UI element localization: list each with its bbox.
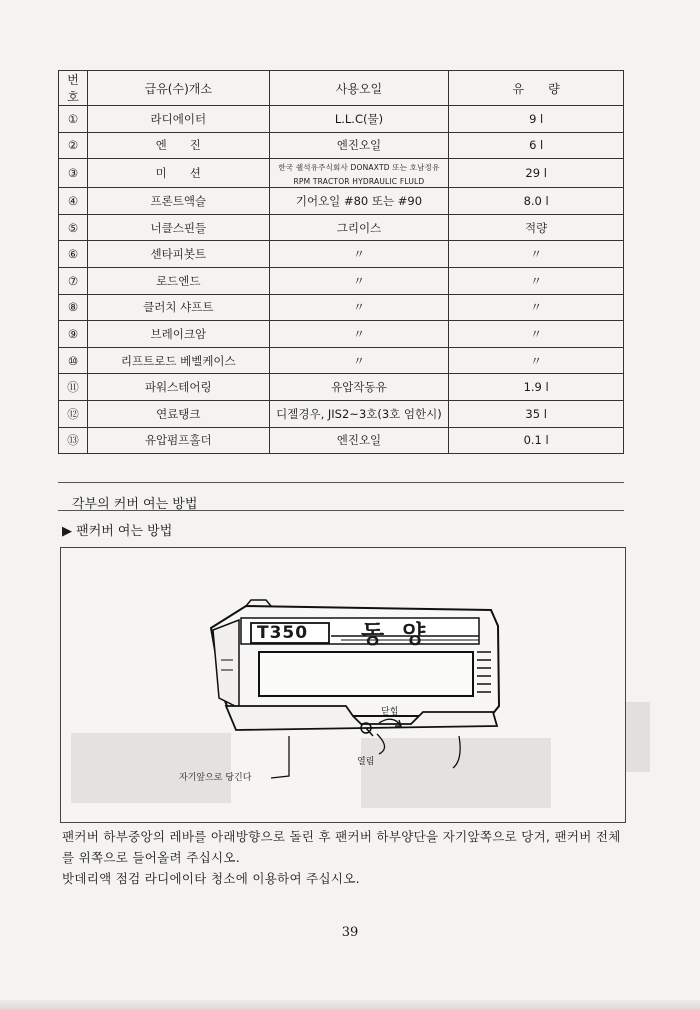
cell-oil — [269, 188, 449, 215]
cell-oil-text: 기어오일 #80 또는 #90 — [295, 193, 423, 208]
cell-amount — [449, 214, 624, 241]
lubrication-table — [58, 70, 624, 454]
cell-number — [59, 214, 88, 241]
cell-oil — [269, 267, 449, 294]
cell-oil — [269, 347, 449, 374]
cell-amount — [449, 106, 624, 133]
cell-oil-text: 엔진오일 — [336, 138, 382, 153]
cell-amount — [449, 427, 624, 454]
cell-oil-text: 〃 — [353, 273, 365, 288]
cell-amount-text: 6 l — [529, 138, 544, 153]
cell-place — [87, 159, 269, 188]
section-divider-bottom — [58, 510, 624, 511]
cell-oil — [269, 241, 449, 268]
cell-amount — [449, 188, 624, 215]
cell-number-text: ⑬ — [67, 433, 79, 448]
page-edge — [0, 1000, 700, 1010]
cell-number-text: ⑪ — [67, 380, 79, 395]
brand-name: 동양 — [361, 620, 444, 648]
cell-number — [59, 159, 88, 188]
cell-place-text: 클러치 샤프트 — [143, 300, 214, 315]
grille-window — [259, 652, 473, 696]
table-row — [59, 241, 624, 268]
cell-amount — [449, 267, 624, 294]
table-row — [59, 188, 624, 215]
cell-oil-text: 〃 — [353, 353, 365, 368]
cell-place-text: 센타피봇트 — [150, 247, 207, 262]
cell-oil-text: 엔진오일 — [336, 433, 382, 448]
cell-place — [87, 132, 269, 159]
cell-number-text: ⑨ — [67, 326, 79, 341]
table-row — [59, 321, 624, 348]
label-open: 열림 — [357, 757, 375, 767]
header-amount: 유 량 — [449, 71, 624, 106]
table-header-row — [59, 71, 624, 106]
cell-place — [87, 214, 269, 241]
table-row — [59, 267, 624, 294]
cell-number-text: ① — [67, 111, 79, 126]
cell-amount-text: 9 l — [529, 111, 544, 126]
cell-place-text: 리프트로드 베벨케이스 — [120, 353, 236, 368]
cell-amount-text: 〃 — [530, 300, 542, 315]
cell-oil — [269, 294, 449, 321]
cell-place — [87, 321, 269, 348]
cell-oil — [269, 400, 449, 427]
table-row — [59, 400, 624, 427]
table-row — [59, 159, 624, 188]
label-close: 닫힘 — [381, 707, 399, 717]
cell-place — [87, 106, 269, 133]
table-row — [59, 214, 624, 241]
table-row — [59, 106, 624, 133]
cell-amount-text: 〃 — [530, 353, 542, 368]
section-title: 각부의 커버 여는 방법 — [72, 497, 198, 512]
fan-cover-illustration — [61, 548, 625, 822]
cell-amount-text: 35 l — [525, 406, 547, 421]
subsection-title: ▶ 팬커버 여는 방법 — [62, 524, 173, 539]
cell-number-text: ⑧ — [67, 300, 79, 315]
cell-oil-text: 〃 — [353, 326, 365, 341]
cell-place — [87, 374, 269, 401]
cell-number — [59, 294, 88, 321]
cell-oil-text: 〃 — [353, 300, 365, 315]
cell-number-text: ④ — [67, 193, 79, 208]
pull-arrow-left — [271, 736, 289, 778]
cell-amount-text: 29 l — [525, 166, 547, 181]
cell-oil — [269, 214, 449, 241]
table-row — [59, 374, 624, 401]
cell-amount — [449, 159, 624, 188]
cell-place-text: 미 션 — [155, 166, 201, 181]
cell-amount-text: 1.9 l — [523, 380, 549, 395]
cell-number-text: ⑥ — [67, 247, 79, 262]
cell-number — [59, 241, 88, 268]
cell-place-text: 연료탱크 — [156, 406, 201, 421]
label-pull: 자기앞으로 당긴다 — [179, 773, 252, 783]
cell-number — [59, 347, 88, 374]
cell-oil — [269, 374, 449, 401]
cell-number — [59, 188, 88, 215]
section-divider-top — [58, 482, 624, 483]
cell-amount-text: 8.0 l — [523, 193, 549, 208]
cell-oil-text: 〃 — [353, 247, 365, 262]
instruction-line-1: 팬커버 하부중앙의 레바를 아래방향으로 돌린 후 팬커버 하부양단을 자기앞쪽으로 당겨, 팬커버 전체를 위쪽으로 들어올려 주십시오. — [62, 829, 621, 865]
cell-amount — [449, 294, 624, 321]
cell-amount — [449, 132, 624, 159]
cell-number-text: ⑦ — [67, 273, 79, 288]
fan-cover-figure — [60, 547, 626, 823]
table-row — [59, 132, 624, 159]
instruction-text — [62, 826, 632, 889]
cell-amount — [449, 400, 624, 427]
cell-place — [87, 188, 269, 215]
cell-oil-text: 디젤경우, JIS2~3호(3호 엄한시) — [276, 406, 442, 421]
cell-number — [59, 427, 88, 454]
cell-place — [87, 241, 269, 268]
cell-number — [59, 400, 88, 427]
header-number: 번호 — [59, 71, 88, 106]
cell-amount — [449, 374, 624, 401]
cell-number-text: ⑫ — [67, 406, 79, 421]
cell-number — [59, 132, 88, 159]
cell-amount — [449, 321, 624, 348]
table-row — [59, 294, 624, 321]
cell-oil — [269, 106, 449, 133]
cell-place — [87, 294, 269, 321]
cell-number-text: ③ — [67, 166, 79, 181]
cell-oil-text: L.L.C(물) — [334, 111, 384, 126]
header-place: 급유(수)개소 — [87, 71, 269, 106]
cell-oil-text: 한국 쉘석유주식회사 DONAXTD 또는 호남정유 RPM TRACTOR HYDRAULIC FLULD — [278, 163, 440, 187]
model-badge: T350 — [257, 623, 309, 643]
table-row — [59, 427, 624, 454]
cell-number-text: ⑩ — [67, 353, 79, 368]
cell-number — [59, 321, 88, 348]
cell-amount — [449, 347, 624, 374]
cell-place — [87, 267, 269, 294]
cell-number — [59, 106, 88, 133]
bleed-panel-right — [361, 738, 551, 808]
cell-number — [59, 267, 88, 294]
cell-amount-text: 〃 — [530, 326, 542, 341]
cell-number — [59, 374, 88, 401]
cell-oil-text: 유압작동유 — [331, 380, 387, 395]
cell-place — [87, 427, 269, 454]
cell-place-text: 브레이크암 — [150, 326, 207, 341]
page-number: 39 — [341, 925, 359, 940]
cell-place — [87, 347, 269, 374]
cell-place-text: 라디에이터 — [150, 111, 207, 126]
cell-place-text: 너클스핀들 — [150, 220, 207, 235]
instruction-line-2: 밧데리액 점검 라디에이타 청소에 이용하여 주십시오. — [62, 871, 360, 886]
cell-amount-text: 〃 — [530, 247, 542, 262]
cell-oil — [269, 159, 449, 188]
cell-amount-text: 〃 — [530, 273, 542, 288]
cell-oil — [269, 132, 449, 159]
cell-place-text: 로드엔드 — [156, 273, 201, 288]
cell-amount-text: 0.1 l — [523, 433, 549, 448]
cell-number-text: ⑤ — [67, 220, 79, 235]
cell-amount — [449, 241, 624, 268]
cell-place-text: 프론트액슬 — [150, 193, 207, 208]
cell-place-text: 유압펌프홀더 — [144, 433, 212, 448]
cell-oil-text: 그리이스 — [336, 220, 382, 235]
cell-place — [87, 400, 269, 427]
table-row — [59, 347, 624, 374]
bleed-panel-left — [71, 733, 231, 803]
cell-amount-text: 적량 — [525, 220, 548, 235]
header-oil: 사용오일 — [269, 71, 449, 106]
cell-place-text: 파워스테어링 — [144, 380, 212, 395]
cell-number-text: ② — [67, 138, 79, 153]
cell-oil — [269, 427, 449, 454]
cell-oil — [269, 321, 449, 348]
cell-place-text: 엔 진 — [155, 138, 201, 153]
